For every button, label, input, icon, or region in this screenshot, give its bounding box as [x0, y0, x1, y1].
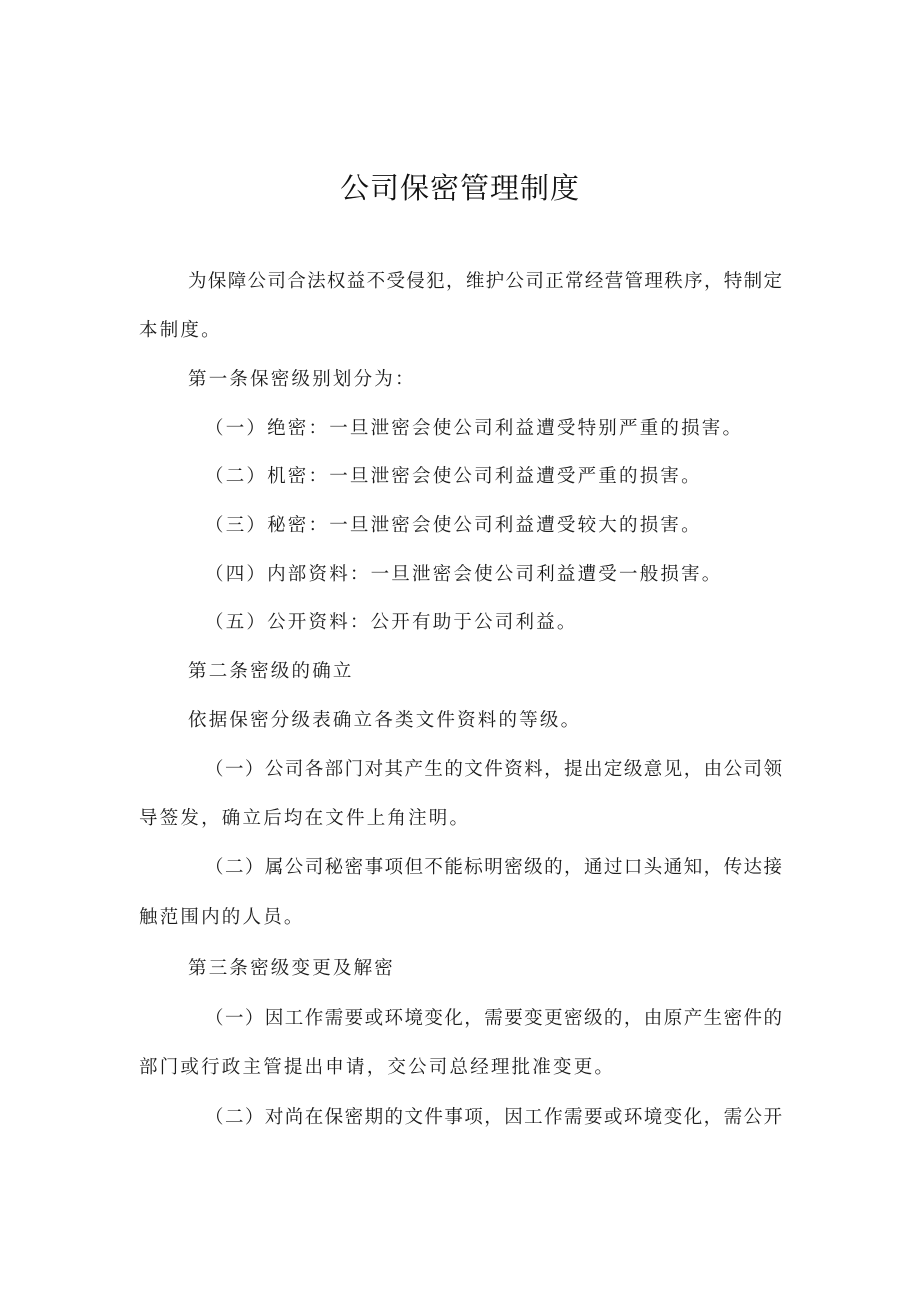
- article-1-heading: 第一条保密级别划分为：: [188, 369, 416, 390]
- article-1-item-2: （二）机密：一旦泄密会使公司利益遭受严重的损害。: [205, 466, 702, 487]
- article-3-item-1-line-1: （一）因工作需要或环境变化，需要变更密级的，由原产生密件的: [205, 1008, 782, 1029]
- paragraph-preamble-line-1: 为保障公司合法权益不受侵犯，维护公司正常经营管理秩序，特制定: [188, 271, 782, 292]
- article-1-item-4: （四）内部资料：一旦泄密会使公司利益遭受一般损害。: [205, 564, 723, 585]
- article-2-item-2-line-2: 触范围内的人员。: [139, 907, 305, 928]
- article-2-item-1-line-1: （一）公司各部门对其产生的文件资料，提出定级意见，由公司领: [205, 759, 782, 780]
- article-3-heading: 第三条密级变更及解密: [188, 958, 396, 979]
- paragraph-preamble-line-2: 本制度。: [139, 320, 222, 341]
- article-2-intro: 依据保密分级表确立各类文件资料的等级。: [188, 710, 582, 731]
- article-3-item-2-line-1: （二）对尚在保密期的文件事项，因工作需要或环境变化，需公开: [205, 1107, 782, 1128]
- article-2-item-2-line-1: （二）属公司秘密事项但不能标明密级的，通过口头通知，传达接: [205, 857, 782, 878]
- article-1-item-3: （三）秘密：一旦泄密会使公司利益遭受较大的损害。: [205, 515, 702, 536]
- article-1-item-5: （五）公开资料：公开有助于公司利益。: [205, 612, 578, 633]
- article-2-heading: 第二条密级的确立: [188, 661, 354, 682]
- document-title: 公司保密管理制度: [339, 171, 580, 205]
- article-2-item-1-line-2: 导签发，确立后均在文件上角注明。: [139, 808, 471, 829]
- article-3-item-1-line-2: 部门或行政主管提出申请，交公司总经理批准变更。: [139, 1057, 616, 1078]
- article-1-item-1: （一）绝密：一旦泄密会使公司利益遭受特别严重的损害。: [205, 418, 744, 439]
